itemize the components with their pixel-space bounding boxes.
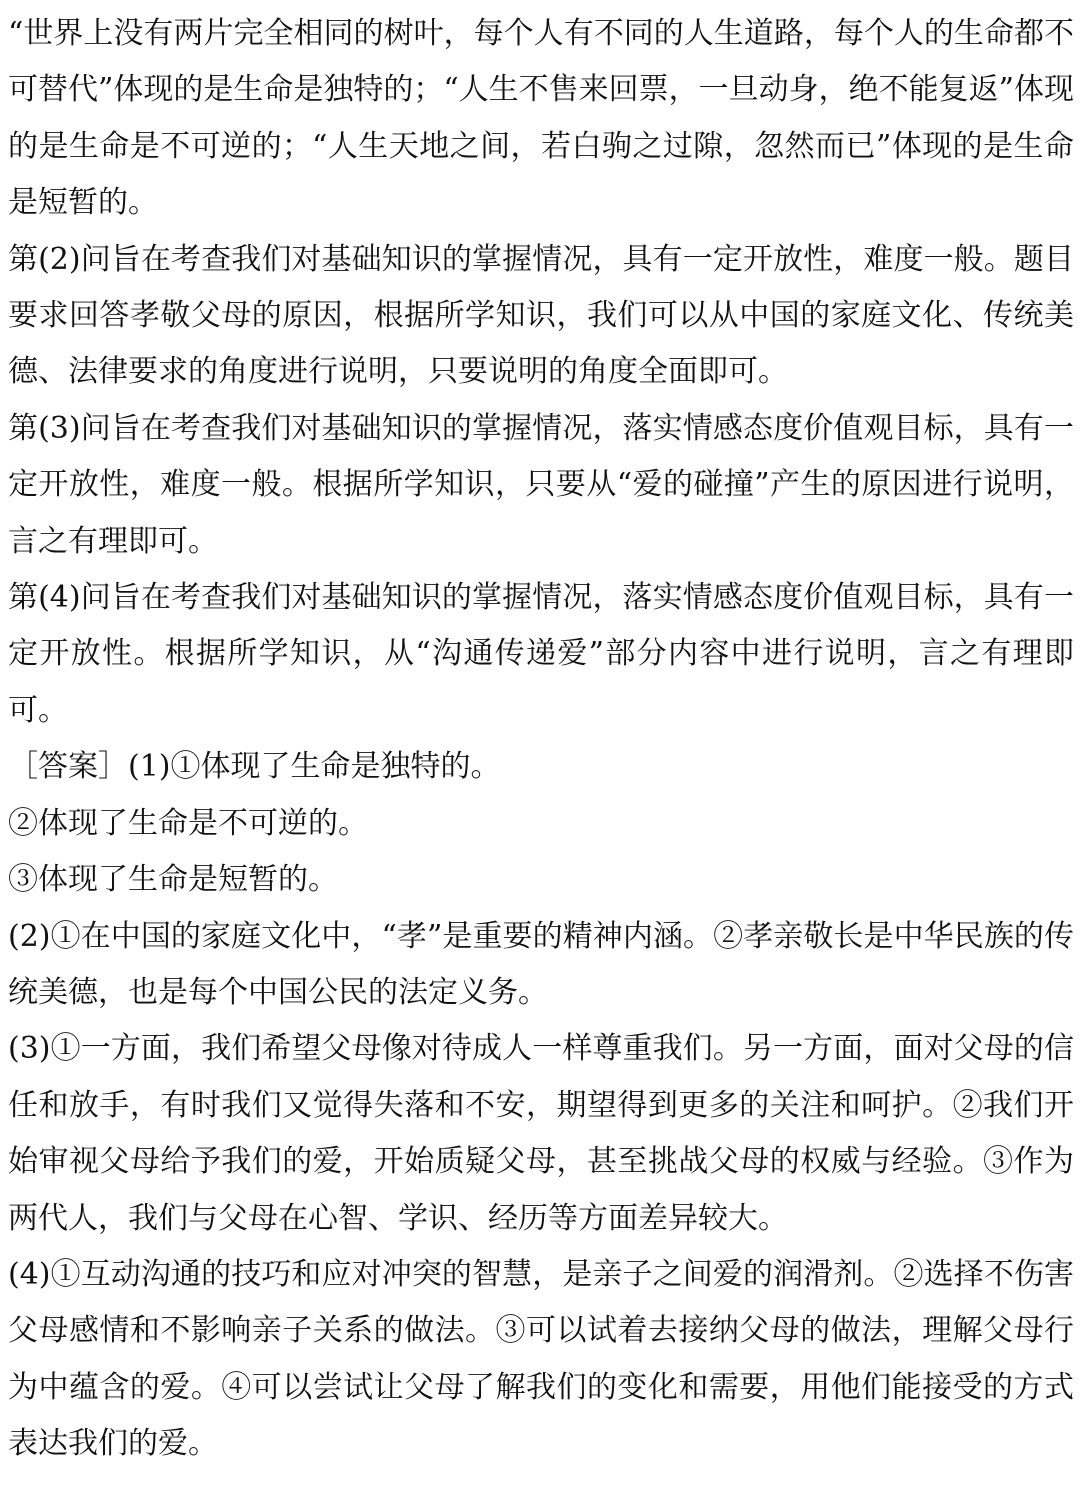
answer-2-paragraph: (2)①在中国的家庭文化中，“孝”是重要的精神内涵。②孝亲敬长是中华民族的传统美德，也是每个中国公民的法定义务。: [8, 918, 1074, 1010]
answer-1-point-1: ［答案］(1)①体现了生命是独特的。: [8, 749, 501, 785]
analysis-q4-paragraph: 第(4)问旨在考查我们对基础知识的掌握情况，落实情感态度价值观目标，具有一定开放性。根据所学知识，从“沟通传递爱”部分内容中进行说明，言之有理即可。: [8, 580, 1074, 728]
answer-4-paragraph: (4)①互动沟通的技巧和应对冲突的智慧，是亲子之间爱的润滑剂。②选择不伤害父母感情和不影响亲子关系的做法。③可以试着去接纳父母的做法，理解父母行为中蕴含的爱。④可以尝试让父母了解我们的变化和需要，用他们能接受的方式表达我们的爱。: [8, 1256, 1074, 1462]
analysis-q2-paragraph: 第(2)问旨在考查我们对基础知识的掌握情况，具有一定开放性，难度一般。题目要求回答孝敬父母的原因，根据所学知识，我们可以从中国的家庭文化、传统美德、法律要求的角度进行说明，只要说明的角度全面即可。: [8, 241, 1074, 390]
analysis-q3-paragraph: 第(3)问旨在考查我们对基础知识的掌握情况，落实情感态度价值观目标，具有一定开放性，难度一般。根据所学知识，只要从“爱的碰撞”产生的原因进行说明，言之有理即可。: [8, 410, 1074, 559]
document-page: [8, 6, 1074, 1473]
analysis-intro-paragraph: “世界上没有两片完全相同的树叶，每个人有不同的人生道路，每个人的生命都不可替代”体现的是生命是独特的；“人生不售来回票，一旦动身，绝不能复返”体现的是生命是不可逆的；“人生天地之间，若白驹之过隙，忽然而已”体现的是生命是短暂的。: [8, 16, 1075, 221]
answer-3-paragraph: (3)①一方面，我们希望父母像对待成人一样尊重我们。另一方面，面对父母的信任和放手，有时我们又觉得失落和不安，期望得到更多的关注和呵护。②我们开始审视父母给予我们的爱，开始质疑父母，甚至挑战父母的权威与经验。③作为两代人，我们与父母在心智、学识、经历等方面差异较大。: [8, 1031, 1074, 1236]
answer-1-point-3: ③体现了生命是短暂的。: [8, 862, 338, 898]
answer-1-point-2: ②体现了生命是不可逆的。: [8, 805, 368, 841]
